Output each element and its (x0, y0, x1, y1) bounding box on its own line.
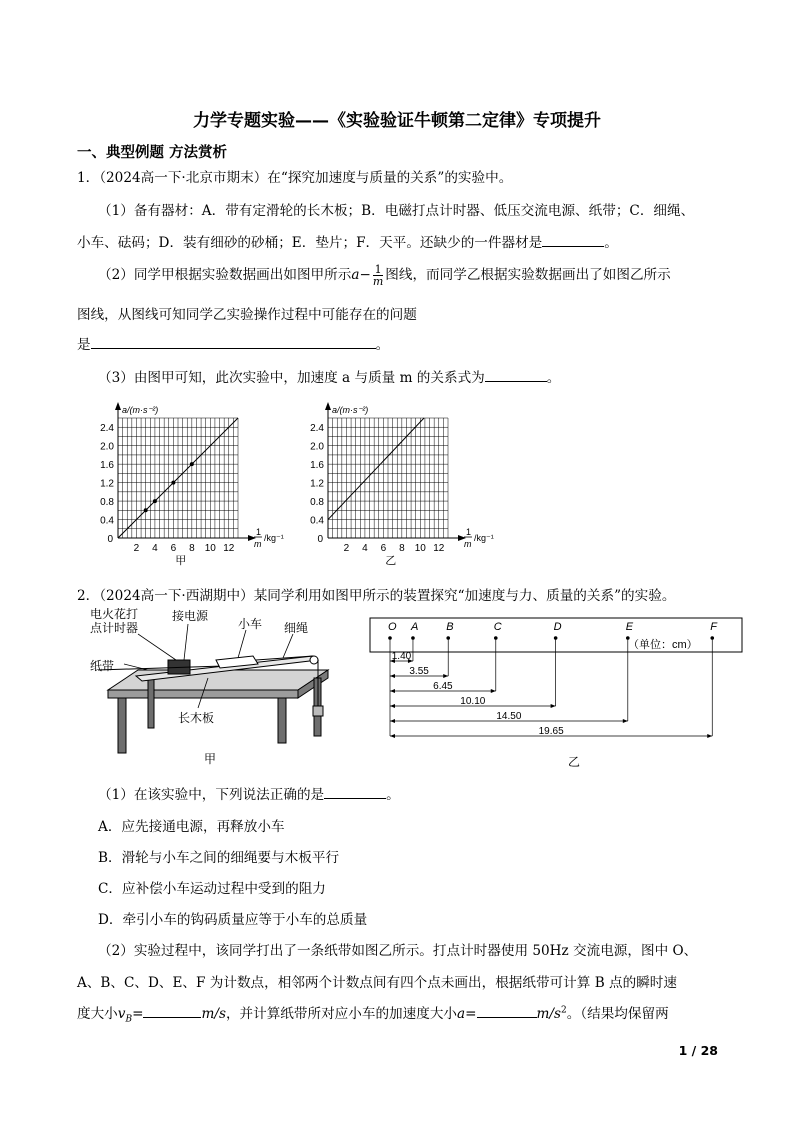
x-tick-label: 2 (343, 543, 350, 554)
dimension-arrow (443, 674, 448, 678)
y-tick-label: 0.4 (100, 515, 114, 527)
y-tick-label: 0.8 (100, 497, 114, 509)
q1-part2-text-b: 图线，而同学乙根据实验数据画出了如图乙所示 (385, 267, 671, 283)
label-timer: 电火花打 (90, 608, 139, 621)
q1-part2 (98, 263, 671, 287)
option-c[interactable]: C．应补偿小车运动过程中受到的阻力 (98, 881, 326, 897)
chart-yi-plot (310, 402, 494, 567)
x-tick-label: 10 (414, 543, 426, 554)
q1-part2-fraction (373, 264, 383, 287)
x-tick-label: 10 (204, 543, 216, 554)
y-tick-label: 2.4 (310, 423, 324, 435)
option-a[interactable]: A．应先接通电源，再释放小车 (98, 819, 285, 835)
dimension-arrow (390, 704, 395, 708)
data-point (190, 462, 194, 466)
y-tick-label: 1.6 (100, 460, 114, 472)
x-tick-label: 6 (380, 543, 387, 554)
q1-blank-3[interactable] (485, 367, 547, 382)
y-axis-label: a/(m·s⁻²) (122, 405, 159, 415)
q1-part3-text: （3）由图甲可知，此次实验中，加速度 a 与质量 m 的关系式为 (98, 370, 485, 386)
leader-line (238, 630, 246, 658)
q1-part2-minus: − (359, 267, 371, 283)
dimension-arrow (390, 719, 395, 723)
x-axis-label-den: m (254, 539, 262, 549)
label-tape: 纸带 (90, 659, 115, 673)
q1-part2-cont: 图线，从图线可知同学乙实验操作过程中可能存在的问题 (77, 307, 417, 323)
dimension-arrow (623, 719, 628, 723)
origin-label: 0 (317, 534, 323, 545)
unit-ms: m/s (201, 1006, 226, 1022)
fraction-denominator: m (372, 275, 384, 288)
x-tick-label: 4 (362, 543, 368, 554)
q1-part1-text: 小车、砝码；D．装有细砂的砂桶；E．垫片；F．天平。还缺少的一件器材是 (77, 235, 543, 251)
q1-part1: （1）备有器材：A．带有定滑轮的长木板；B．电磁打点计时器、低压交流电源、纸带；C．细绳、 (98, 203, 695, 219)
origin-label: 0 (107, 534, 113, 545)
q1-part2-shi: 是 (77, 337, 91, 353)
label-car: 小车 (238, 617, 263, 631)
option-b[interactable]: B．滑轮与小车之间的细绳要与木板平行 (98, 850, 340, 866)
caption-jia: 甲 (204, 752, 217, 766)
x-axis-label-unit: /kg⁻¹ (474, 533, 494, 543)
dimension-arrow (491, 689, 496, 693)
fraction-numerator: 1 (374, 263, 382, 276)
chart-caption: 乙 (385, 555, 397, 567)
y-tick-label: 2.4 (100, 423, 114, 435)
q2-part1-end: 。 (386, 787, 400, 803)
tape-unit: （单位：cm） (628, 639, 698, 651)
table-leg (278, 698, 286, 743)
q1-part2-text: （2）同学甲根据实验数据画出如图甲所示 (98, 267, 352, 283)
x-tick-label: 12 (223, 543, 235, 554)
distance-label: 3.55 (409, 666, 429, 677)
q2-part2-line3 (77, 1002, 669, 1025)
y-tick-label: 0.4 (310, 515, 324, 527)
q2-blank-1[interactable] (324, 784, 386, 799)
eq-sign-2: = (465, 1006, 477, 1022)
q2-text: 度大小 (77, 1006, 118, 1022)
q2-blank-vb[interactable] (143, 1003, 201, 1018)
tape-point-label: O (388, 621, 397, 633)
tape-point-label: E (625, 621, 634, 633)
vb-subscript: B (125, 1014, 133, 1025)
q2-part1-text: （1）在该实验中，下列说法正确的是 (98, 787, 325, 803)
chart-caption: 甲 (175, 555, 187, 567)
q1-part3 (98, 366, 560, 386)
table-leg (118, 698, 126, 753)
distance-label: 10.10 (460, 696, 486, 707)
y-axis-label: a/(m·s⁻²) (332, 405, 369, 415)
chart-yi (300, 393, 500, 571)
y-tick-label: 1.2 (100, 478, 114, 490)
label-power: 接电源 (172, 609, 209, 623)
y-tick-label: 2.0 (310, 441, 324, 453)
q1-part1-cont (77, 231, 618, 251)
x-tick-label: 12 (433, 543, 445, 554)
q1-stem: 1．（2024高一下·北京市期末）在“探究加速度与质量的关系”的实验中。 (77, 170, 513, 186)
q1-blank-1[interactable] (542, 232, 604, 247)
q1-part3-end: 。 (546, 370, 561, 386)
page-number: 1 / 28 (678, 1043, 718, 1058)
x-tick-label: 8 (399, 543, 405, 554)
x-tick-label: 2 (133, 543, 140, 554)
q1-part2-end: 。 (375, 337, 390, 353)
eq-sign: = (132, 1006, 144, 1022)
y-tick-label: 2.0 (100, 441, 114, 453)
leader-line (184, 624, 188, 660)
tape-point-label: D (553, 621, 562, 633)
label-timer-2: 点计时器 (90, 621, 139, 635)
q1-part2-answer-line (77, 333, 389, 353)
y-tick-label: 0.8 (310, 497, 324, 509)
chart-jia (90, 393, 290, 571)
unit-exponent: 2 (560, 1005, 567, 1016)
tape-point-label: F (710, 621, 717, 633)
dimension-arrow (551, 704, 556, 708)
x-axis-label-unit: /kg⁻¹ (264, 533, 284, 543)
q2-text-3: 。（结果均保留两 (566, 1006, 669, 1022)
x-axis-label-den: m (464, 539, 472, 549)
q2-part1 (98, 783, 400, 803)
chart-jia-plot (100, 402, 284, 567)
distance-label: 1.40 (391, 651, 412, 662)
tape-point-label: C (493, 621, 502, 633)
dimension-arrow (390, 689, 395, 693)
dimension-arrow (707, 734, 712, 738)
x-axis-label-num: 1 (466, 527, 472, 537)
y-tick-label: 1.2 (310, 478, 324, 490)
data-point (171, 481, 175, 485)
q1-part1-end: 。 (604, 235, 618, 251)
page-title: 力学专题实验——《实验验证牛顿第二定律》专项提升 (193, 111, 601, 131)
x-tick-label: 4 (152, 543, 158, 554)
dimension-arrow (390, 674, 395, 678)
q2-part2-line2: A、B、C、D、E、F 为计数点，相邻两个计数点间有四个点未画出，根据纸带可计算 B 点的瞬时速 (77, 975, 677, 991)
leader-line (283, 634, 293, 658)
vb-symbol: v (117, 1006, 126, 1022)
data-point (153, 499, 157, 503)
label-rope: 细绳 (284, 621, 309, 635)
x-tick-label: 8 (189, 543, 195, 554)
q2-stem: 2．（2024高一下·西湖期中）某同学利用如图甲所示的装置探究“加速度与力、质量的关系”的实验。 (77, 588, 676, 604)
q2-blank-a[interactable] (477, 1003, 537, 1018)
section-heading: 一、典型例题 方法赏析 (77, 145, 228, 161)
x-tick-label: 6 (170, 543, 177, 554)
q1-part2-a: a (351, 267, 360, 283)
label-board: 长木板 (178, 711, 215, 725)
tape-point-label: A (410, 621, 419, 633)
option-d[interactable]: D．牵引小车的钩码质量应等于小车的总质量 (98, 912, 368, 928)
caption-yi: 乙 (568, 755, 581, 769)
dimension-arrow (390, 734, 395, 738)
distance-label: 14.50 (496, 711, 522, 722)
distance-label: 19.65 (538, 726, 564, 737)
unit-ms2: m/s (536, 1006, 561, 1022)
paper-tape-figure (368, 614, 748, 774)
leader-line (138, 634, 176, 660)
q1-blank-2[interactable] (91, 334, 376, 349)
apparatus-figure (88, 608, 338, 773)
data-point (144, 508, 148, 512)
tape-point-label: B (446, 621, 454, 633)
y-axis-arrow (325, 402, 331, 410)
fit-line (328, 418, 424, 520)
tape-diagram (370, 618, 742, 738)
y-axis-arrow (115, 402, 121, 410)
q2-text-2: ，并计算纸带所对应小车的加速度大小 (225, 1006, 458, 1022)
table-leg (148, 678, 154, 728)
x-axis-label-num: 1 (256, 527, 262, 537)
hook-weight (313, 706, 323, 716)
distance-label: 6.45 (433, 681, 453, 692)
q2-part2-line1: （2）实验过程中，该同学打出了一条纸带如图乙所示。打点计时器使用 50Hz 交流电源，图中 O、 (98, 943, 698, 959)
pulley (310, 656, 318, 664)
y-tick-label: 1.6 (310, 460, 324, 472)
a-symbol: a (457, 1006, 466, 1022)
